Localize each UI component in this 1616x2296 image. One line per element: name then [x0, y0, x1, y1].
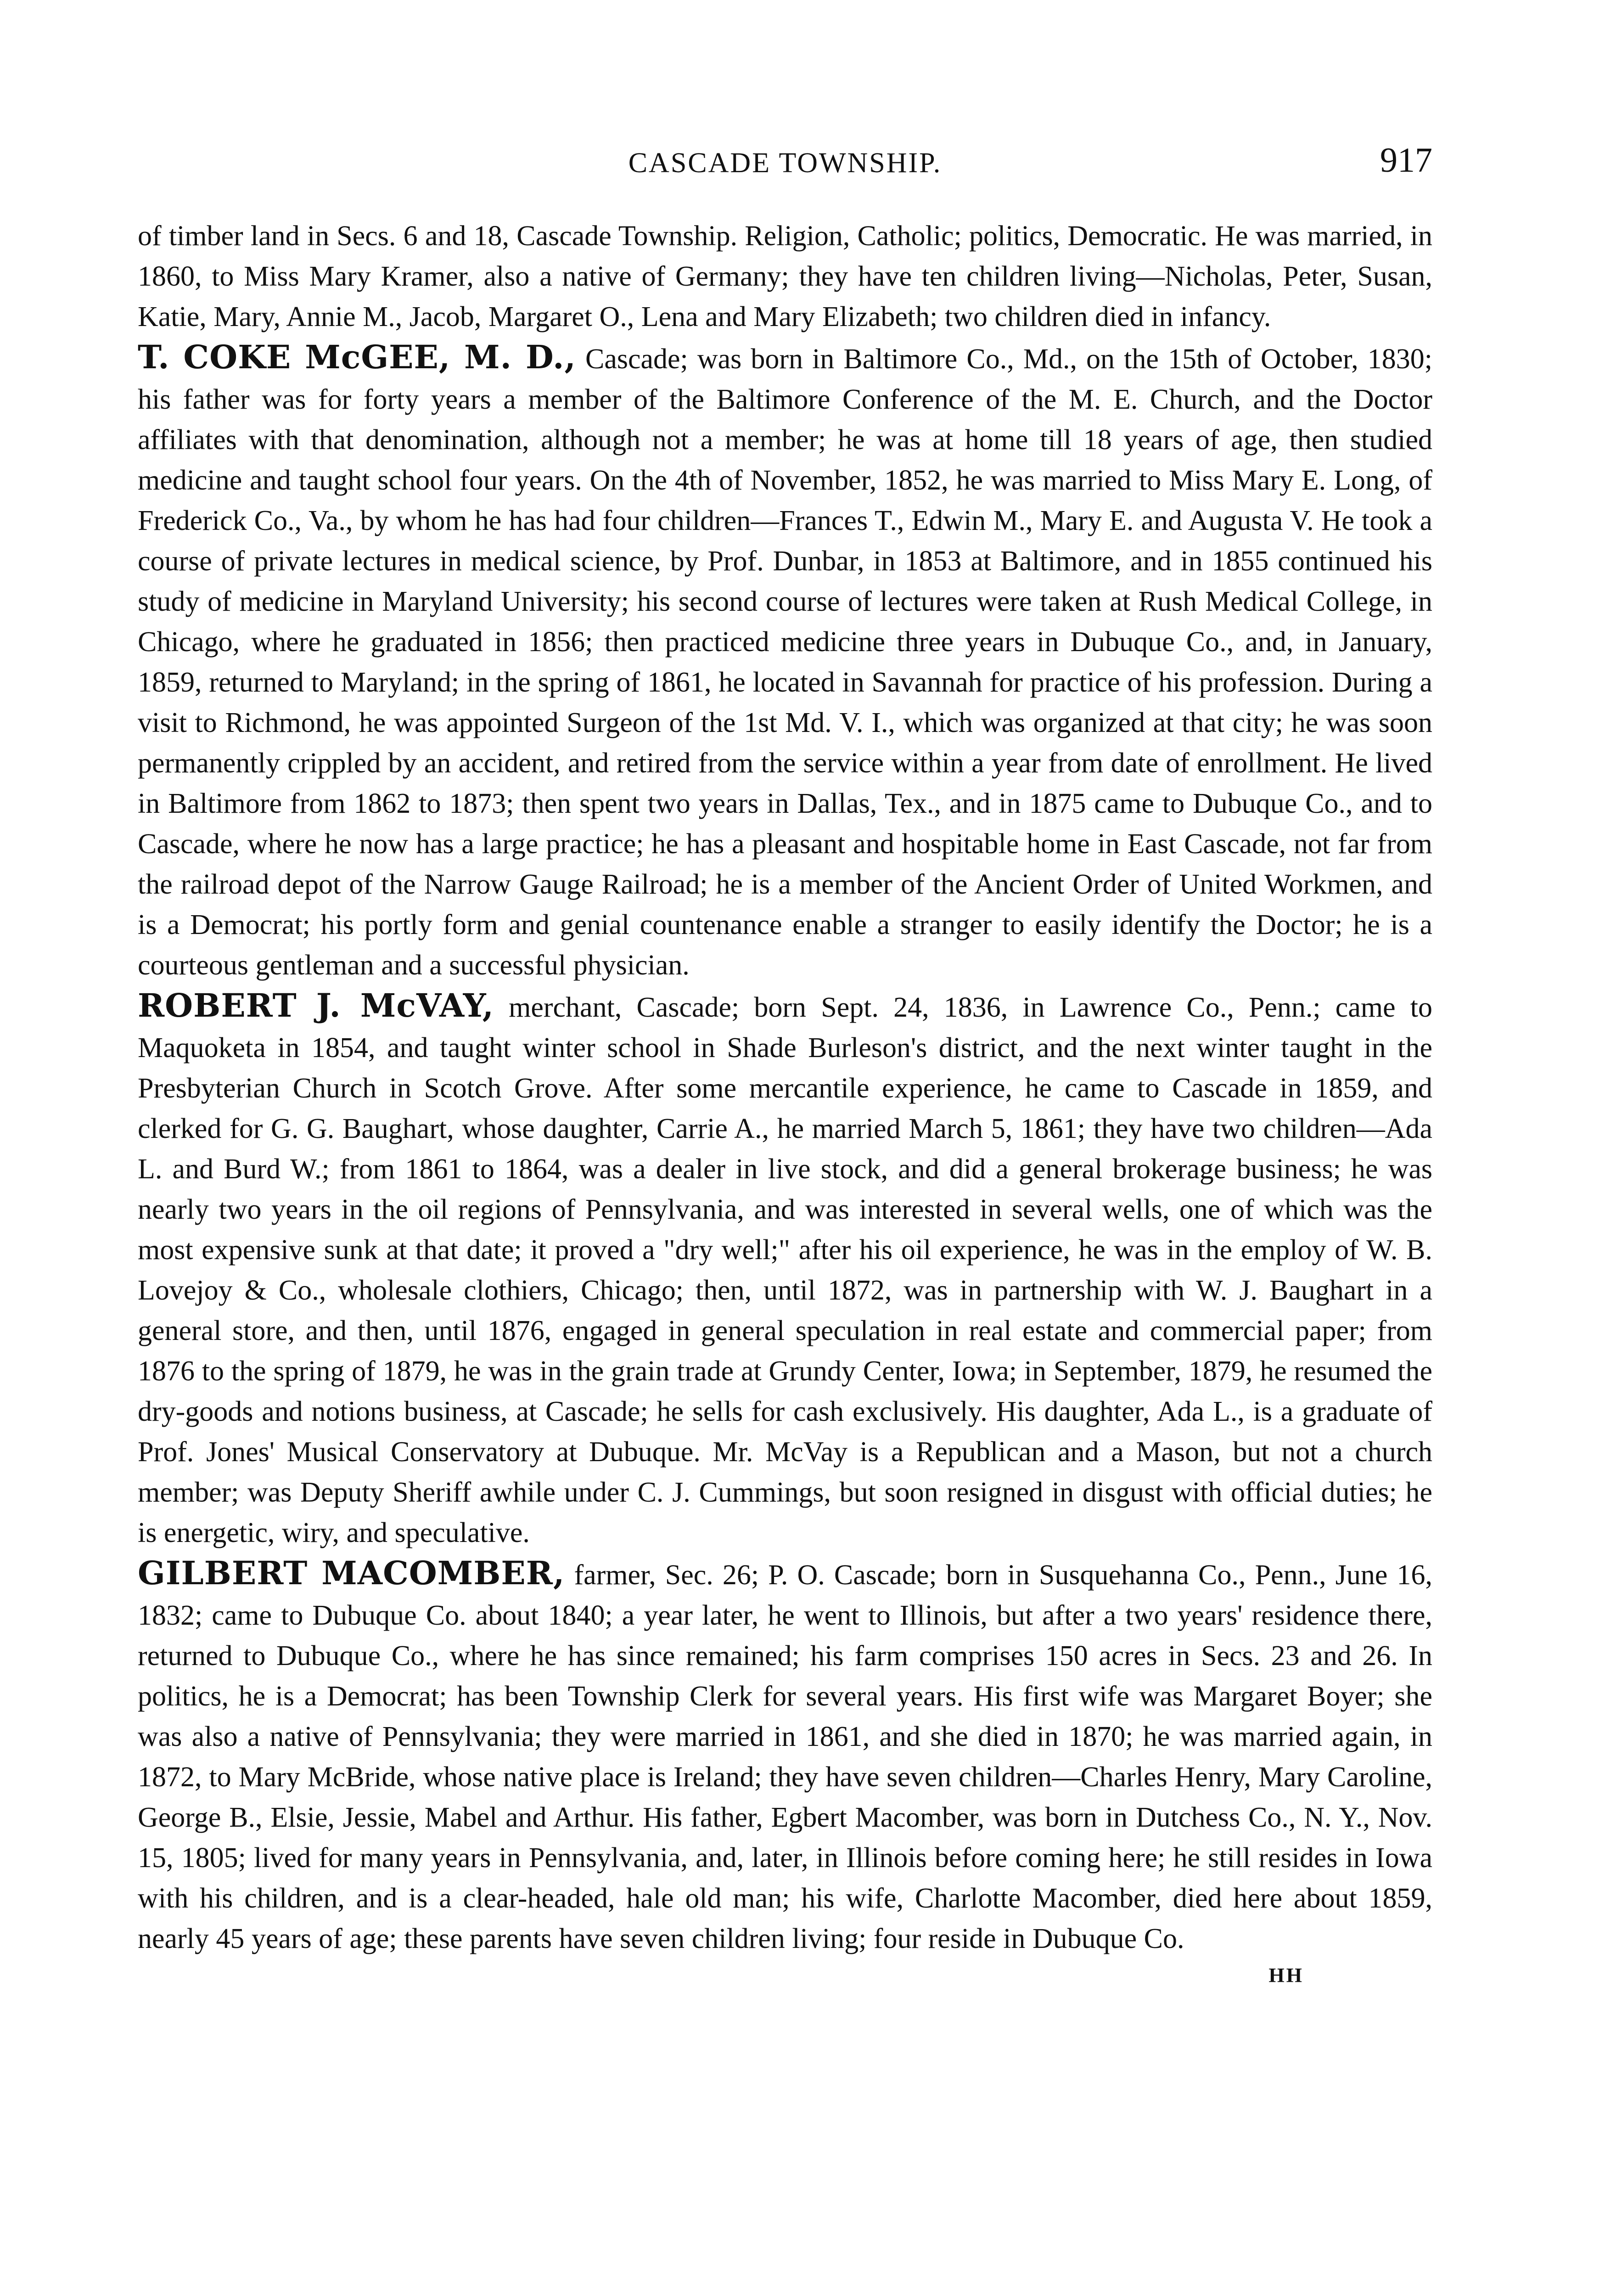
entry-mcgee [138, 337, 1432, 985]
page-header [138, 138, 1432, 197]
entry-body-mcgee: Cascade; was born in Baltimore Co., Md., on the 15th of October, 1830; his father was for forty years a member of the Baltimore Conference of the M. E. Church, and the Doctor affiliates with that denomination, although not a member; he was at home till 18 years of age, then studied medicine and taught school four years. On the 4th of November, 1852, he was married to Miss Mary E. Long, of Frederick Co., Va., by whom he has had four children—Frances T., Edwin M., Mary E. and Augusta V. He took a course of private lectures in medical science, by Prof. Dunbar, in 1853 at Baltimore, and in 1855 continued his study of medicine in Maryland University; his second course of lectures were taken at Rush Medical College, in Chicago, where he graduated in 1856; then practiced medicine three years in Dubuque Co., and, in January, 1859, returned to Maryland; in the spring of 1861, he located in Savannah for practice of his profession. During a visit to Richmond, he was appointed Surgeon of the 1st Md. V. I., which was organized at that city; he was soon permanently crippled by an accident, and retired from the service within a year from date of enrollment. He lived in Baltimore from 1862 to 1873; then spent two years in Dallas, Tex., and in 1875 came to Dubuque Co., and to Cascade, where he now has a large practice; he has a pleasant and hospitable home in East Cascade, not far from the railroad depot of the Narrow Gauge Railroad; he is a member of the Ancient Order of United Workmen, and is a Democrat; his portly form and genial countenance enable a stranger to easily identify the Doctor; he is a courteous gentleman and a successful physician. [138, 343, 1432, 981]
entry-name-macomber: GILBERT MACOMBER, [138, 1554, 565, 1592]
entry-name-mcvay: ROBERT J. McVAY, [138, 986, 494, 1024]
intro-paragraph: of timber land in Secs. 6 and 18, Cascade Township. Religion, Catholic; politics, Democratic. He was married, in 1860, to Miss Mary Kramer, also a native of Germany; they have ten children living—Nicholas, Peter, Susan, Katie, Mary, Annie M., Jacob, Margaret O., Lena and Mary Elizabeth; two children died in infancy. [138, 220, 1432, 332]
entry-mcvay [138, 985, 1432, 1553]
page-number: 917 [1380, 141, 1432, 180]
running-title: CASCADE TOWNSHIP. [628, 147, 942, 179]
entry-body-mcvay: merchant, Cascade; born Sept. 24, 1836, in Lawrence Co., Penn.; came to Maquoketa in 1854, and taught winter school in Shade Burleson's district, and the next winter taught in the Presbyterian Church in Scotch Grove. After some mercantile experience, he came to Cascade in 1859, and clerked for G. G. Baughart, whose daughter, Carrie A., he married March 5, 1861; they have two children—Ada L. and Burd W.; from 1861 to 1864, was a dealer in live stock, and did a general brokerage business; he was nearly two years in the oil regions of Pennsylvania, and was interested in several wells, one of which was the most expensive sunk at that date; it proved a "dry well;" after his oil experience, he was in the employ of W. B. Lovejoy & Co., wholesale clothiers, Chicago; then, until 1872, was in partnership with W. J. Baughart in a general store, and then, until 1876, engaged in general speculation in real estate and commercial paper; from 1876 to the spring of 1879, he was in the grain trade at Grundy Center, Iowa; in September, 1879, he resumed the dry-goods and notions business, at Cascade; he sells for cash exclusively. His daughter, Ada L., is a graduate of Prof. Jones' Musical Conservatory at Dubuque. Mr. McVay is a Republican and a Mason, but not a church member; was Deputy Sheriff awhile under C. J. Cummings, but soon resigned in disgust with official duties; he is energetic, wiry, and speculative. [138, 992, 1432, 1548]
body-text [138, 216, 1432, 1959]
entry-name-mcgee: T. COKE McGEE, M. D., [138, 338, 576, 376]
entry-macomber [138, 1553, 1432, 1959]
book-page [138, 138, 1432, 2296]
signature-mark: HH [1268, 1964, 1304, 1986]
entry-body-macomber: farmer, Sec. 26; P. O. Cascade; born in Susquehanna Co., Penn., June 16, 1832; came to Dubuque Co. about 1840; a year later, he went to Illinois, but after a two years' residence there, returned to Dubuque Co., where he has since remained; his farm comprises 150 acres in Secs. 23 and 26. In politics, he is a Democrat; has been Township Clerk for several years. His first wife was Margaret Boyer; she was also a native of Pennsylvania; they were married in 1861, and she died in 1870; he was married again, in 1872, to Mary McBride, whose native place is Ireland; they have seven children—Charles Henry, Mary Caroline, George B., Elsie, Jessie, Mabel and Arthur. His father, Egbert Macomber, was born in Dutchess Co., N. Y., Nov. 15, 1805; lived for many years in Pennsylvania, and, later, in Illinois before coming here; he still resides in Iowa with his children, and is a clear-headed, hale old man; his wife, Charlotte Macomber, died here about 1859, nearly 45 years of age; these parents have seven children living; four reside in Dubuque Co. [138, 1559, 1433, 1954]
